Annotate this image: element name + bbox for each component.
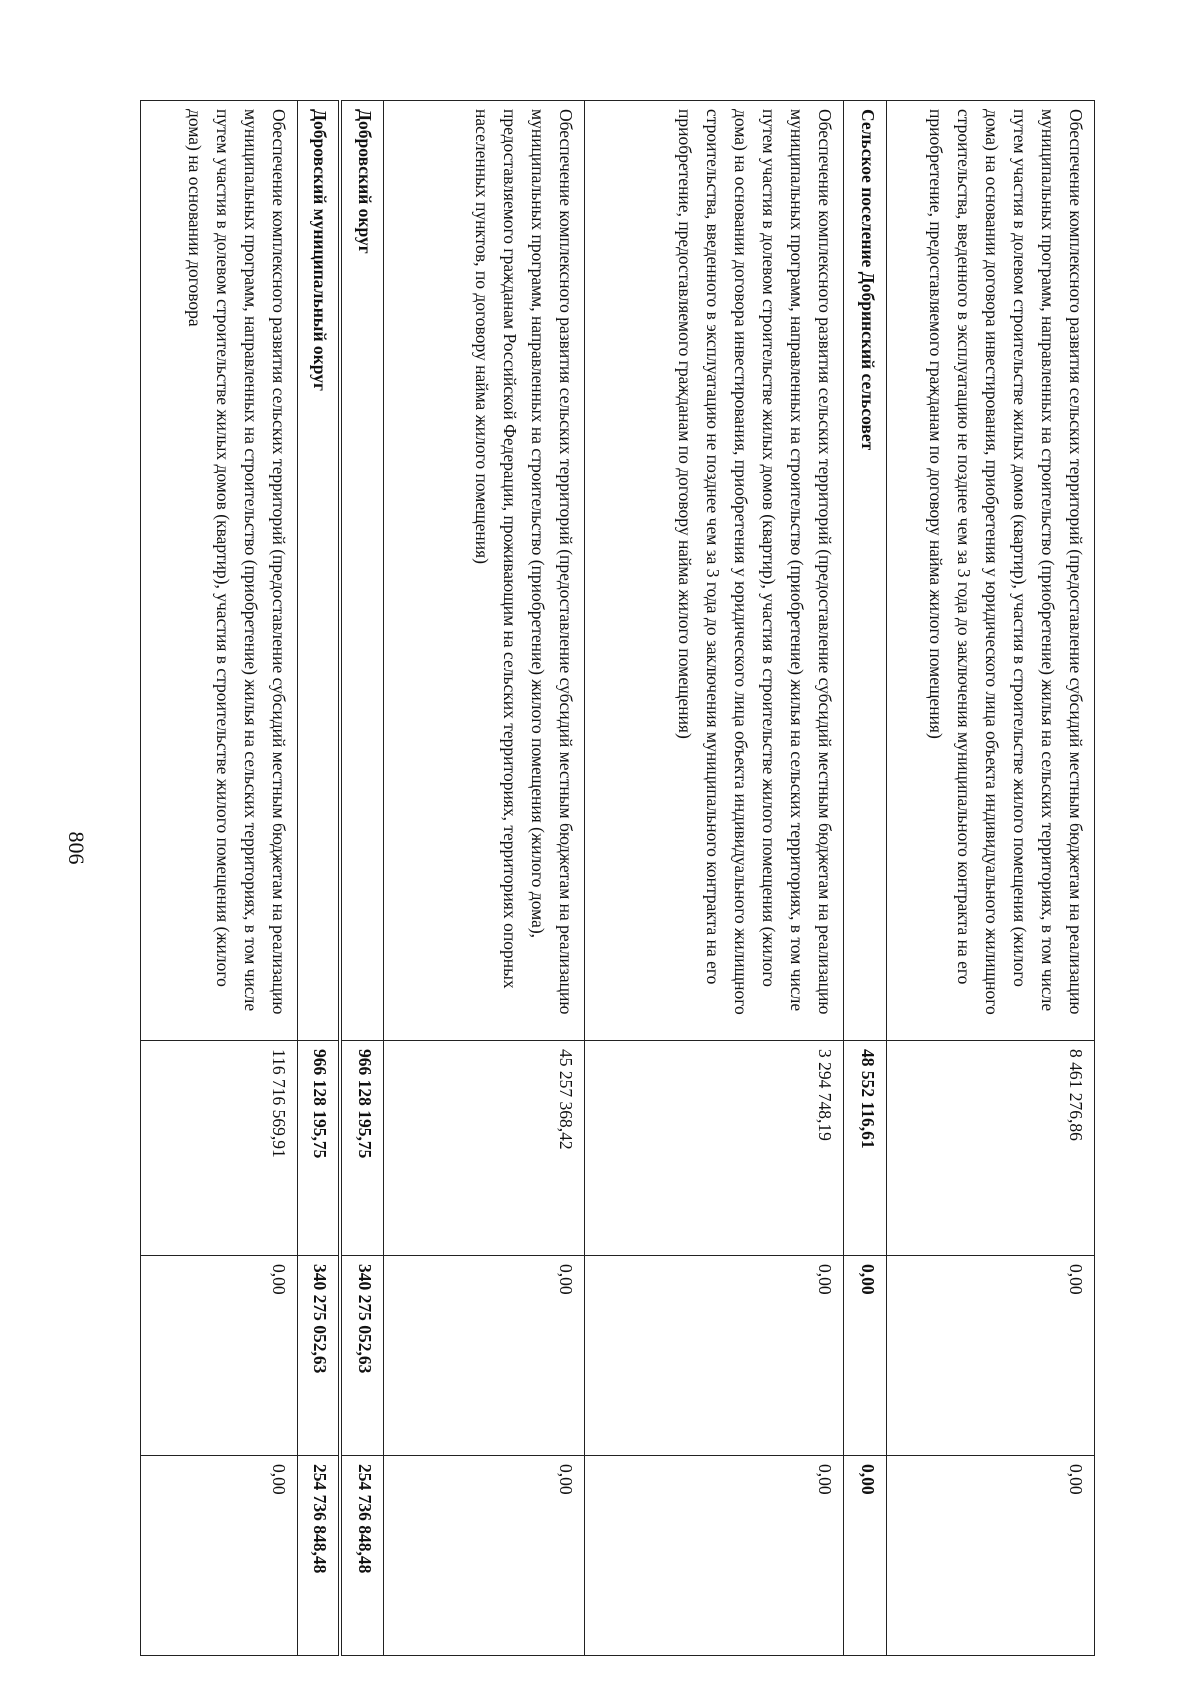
table-row-total [340, 101, 383, 1656]
row-description: Обеспечение комплексного развития сельских территорий (предоставление субсидий местным бюджетам на реализацию муниципальных программ, направленных на строительство (приобретение) жилья на сельских территориях, в том числе путем участия в долевом строительстве жилых домов (квартир), участия в строительстве жилого помещения (жилого дома) на основании договора инвестирования, приобретения у юридического лица объекта индивидуального жилищного строительства, введенного в эксплуатацию не позднее чем за 3 года до заключения муниципального контракта на его приобретение, предоставляемого гражданам по договору найма жилого помещения) [886, 101, 1094, 1041]
table-row-total [297, 101, 340, 1656]
row-description: Обеспечение комплексного развития сельских территорий (предоставление субсидий местным бюджетам на реализацию муниципальных программ, направленных на строительство (приобретение) жилья на сельских территориях, в том числе путем участия в долевом строительстве жилых домов (квартир), участия в строительстве жилого помещения (жилого дома) на основании договора [141, 101, 298, 1041]
table-row [585, 101, 844, 1656]
value-year-2: 0,00 [141, 1256, 298, 1456]
value-year-2: 340 275 052,63 [340, 1256, 383, 1456]
value-year-3: 0,00 [383, 1456, 584, 1656]
value-year-2: 0,00 [844, 1256, 886, 1456]
table-row-subtotal [844, 101, 886, 1656]
row-description: Обеспечение комплексного развития сельских территорий (предоставление субсидий местным бюджетам на реализацию муниципальных программ, направленных на строительство (приобретение) жилья на сельских территориях, в том числе путем участия в долевом строительстве жилых домов (квартир), участия в строительстве жилого помещения (жилого дома) на основании договора инвестирования, приобретения у юридического лица объекта индивидуального жилищного строительства, введенного в эксплуатацию не позднее чем за 3 года до заключения муниципального контракта на его приобретение, предоставляемого гражданам по договору найма жилого помещения) [585, 101, 844, 1041]
value-year-1: 3 294 748,19 [585, 1041, 844, 1256]
value-year-2: 0,00 [886, 1256, 1094, 1456]
value-year-1: 966 128 195,75 [340, 1041, 383, 1256]
value-year-1: 45 257 368,42 [383, 1041, 584, 1256]
value-year-1: 48 552 116,61 [844, 1041, 886, 1256]
rotated-page-content [140, 100, 1095, 1655]
row-description: Сельское поселение Добринский сельсовет [844, 101, 886, 1041]
value-year-3: 254 736 848,48 [297, 1456, 340, 1656]
table-row [383, 101, 584, 1656]
value-year-3: 0,00 [585, 1456, 844, 1656]
budget-table [140, 100, 1095, 1656]
value-year-3: 254 736 848,48 [340, 1456, 383, 1656]
value-year-3: 0,00 [886, 1456, 1094, 1656]
value-year-3: 0,00 [141, 1456, 298, 1656]
row-description: Обеспечение комплексного развития сельских территорий (предоставление субсидий местным бюджетам на реализацию муниципальных программ, направленных на строительство (приобретение) жилого помещения (жилого дома), предоставляемого гражданам Российской Федерации, проживающим на сельских территориях, территориях опорных населенных пунктов, по договору найма жилого помещения) [383, 101, 584, 1041]
row-description: Добровский округ [340, 101, 383, 1041]
value-year-2: 0,00 [383, 1256, 584, 1456]
value-year-1: 8 461 276,86 [886, 1041, 1094, 1256]
value-year-2: 0,00 [585, 1256, 844, 1456]
value-year-3: 0,00 [844, 1456, 886, 1656]
value-year-2: 340 275 052,63 [297, 1256, 340, 1456]
table-row [886, 101, 1094, 1656]
table-row [141, 101, 298, 1656]
row-description: Добровский муниципальный округ [297, 101, 340, 1041]
page-number: 806 [64, 831, 89, 865]
value-year-1: 116 716 569,91 [141, 1041, 298, 1256]
value-year-1: 966 128 195,75 [297, 1041, 340, 1256]
